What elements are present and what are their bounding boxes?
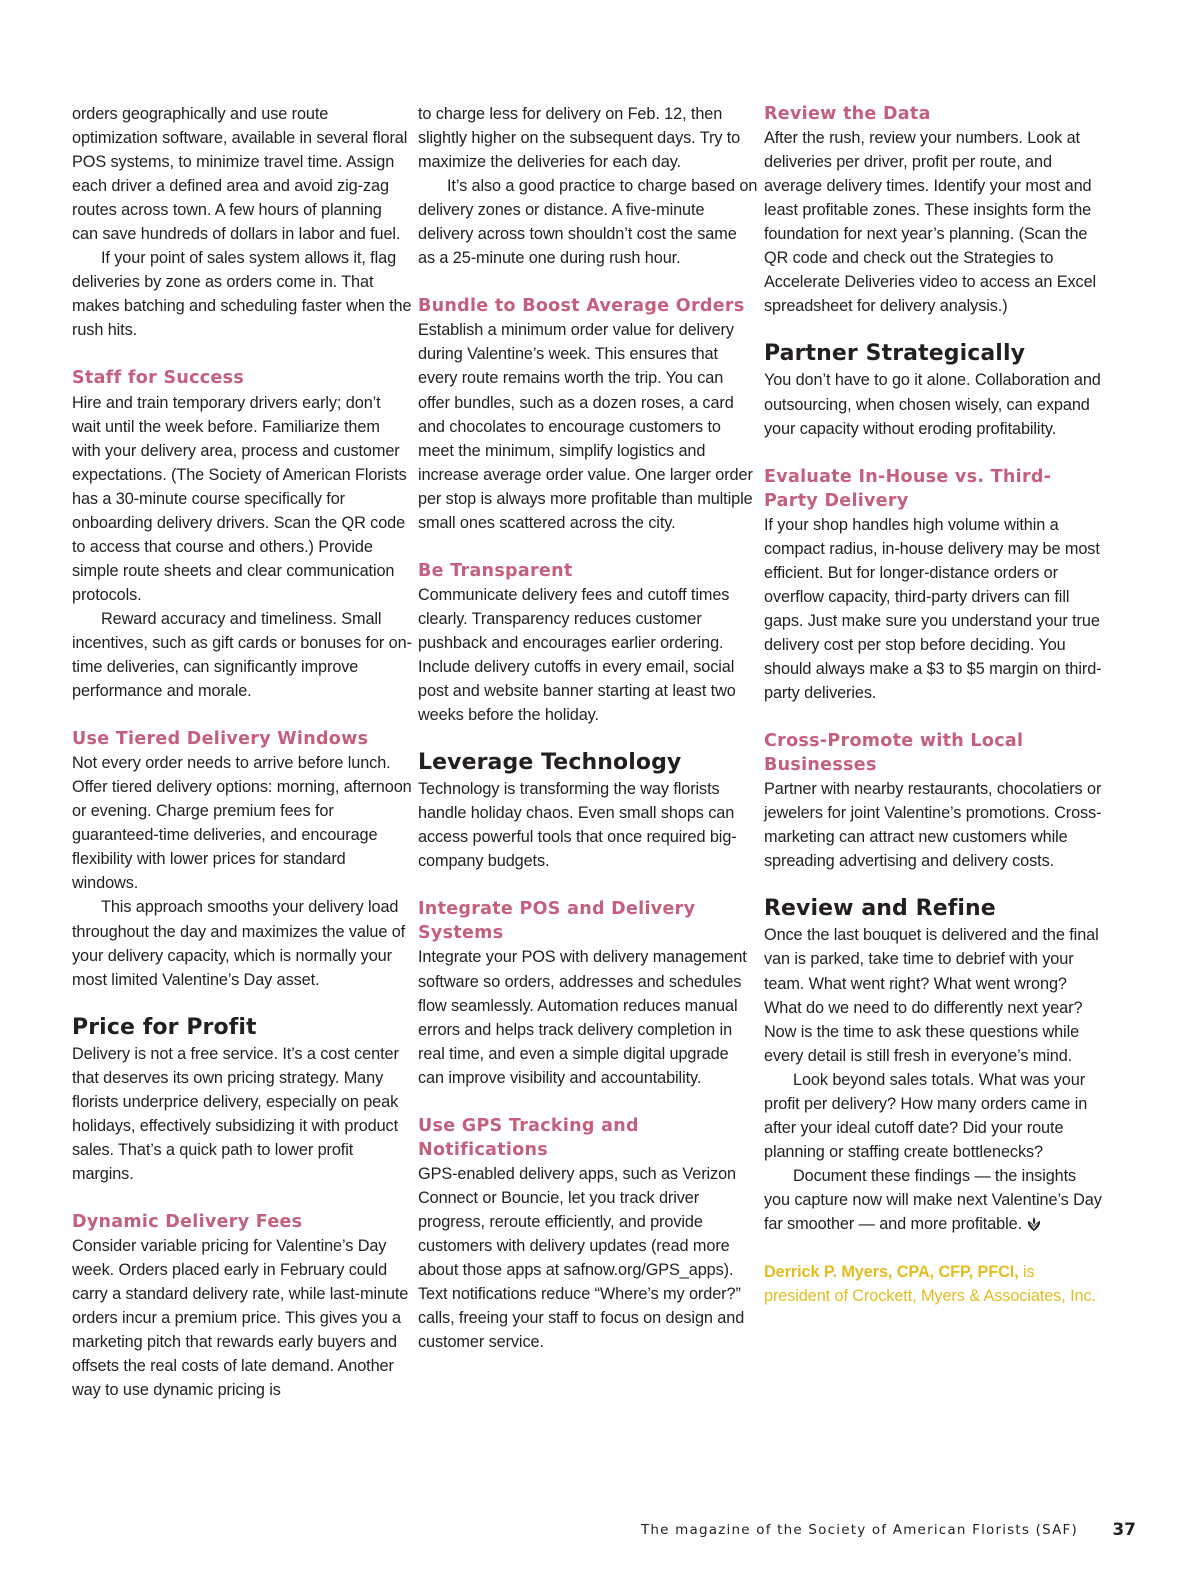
column-1 (72, 102, 412, 1402)
paragraph: You don’t have to go it alone. Collaboration and outsourcing, when chosen wisely, can expand your capacity without eroding profitability. (764, 371, 1101, 438)
paragraph-final (764, 1164, 1104, 1236)
subheading-review-data: Review the Data (764, 104, 931, 124)
paragraph: Communicate delivery fees and cutoff times clearly. Transparency reduces customer pushback and encourages earlier ordering. Include delivery cutoffs in every email, social post and website banner starting at least two weeks before the holiday. (418, 585, 736, 725)
section-heading-partner-strategically: Partner Strategically (764, 341, 1026, 367)
paragraph: Consider variable pricing for Valentine’s Day week. Orders placed early in February could carry a standard delivery rate, while last-minute orders incur a premium price. This gives you a marketing pitch that rewards early buyers and offsets the real costs of late demand. Another way to use dynamic pricing is (72, 1237, 409, 1400)
subheading-staff-for-success: Staff for Success (72, 368, 245, 389)
paragraph: After the rush, review your numbers. Look at deliveries per driver, profit per route, and average delivery times. Identify your most and least profitable zones. These insights form the foundation for next year’s planning. (Scan the QR code and check out the Strategies to Accelerate Deliveries video to access an Excel spreadsheet for delivery analysis.) (764, 129, 1097, 316)
paragraph: If your point of sales system allows it, flag deliveries by zone as orders come in. That makes batching and scheduling faster when the rush hits. (72, 249, 412, 340)
paragraph: Partner with nearby restaurants, chocolatiers or jewelers for joint Valentine’s promotions. Cross-marketing can attract new customers while spreading advertising and delivery costs. (764, 780, 1102, 871)
saf-end-mark-icon (1026, 1216, 1042, 1232)
subheading-bundle: Bundle to Boost Average Orders (418, 296, 745, 317)
paragraph: Technology is transforming the way florists handle holiday chaos. Even small shops can access powerful tools that once required big-company budgets. (418, 780, 737, 871)
subheading-tiered-delivery: Use Tiered Delivery Windows (72, 729, 369, 750)
paragraph-text: Document these findings — the insights you capture now will make next Valentine’s Day far smoother — and more profitable. (764, 1166, 1102, 1233)
paragraph: GPS-enabled delivery apps, such as Verizon Connect or Bouncie, let you track driver progress, reroute efficiently, and provide customers with delivery updates (read more about those apps at safnow.org/GPS_apps). Text notifications reduce “Where’s my order?” calls, freeing your staff to focus on design and customer service. (418, 1164, 745, 1352)
paragraph: Reward accuracy and timeliness. Small incentives, such as gift cards or bonuses for on-time deliveries, can significantly improve performance and morale. (72, 609, 412, 701)
subheading-integrate-pos: Integrate POS and Delivery Systems (418, 899, 696, 944)
author-name: Derrick P. Myers, CPA, CFP, PFCI, (764, 1263, 1019, 1282)
section-heading-review-and-refine: Review and Refine (764, 896, 996, 922)
paragraph: Delivery is not a free service. It’s a cost center that deserves its own pricing strategy. Many florists underprice delivery, especially on peak holidays, effectively subsidizing it with product sales. That’s a quick path to lower profit margins. (72, 1044, 399, 1183)
paragraph: It’s also a good practice to charge based on delivery zones or distance. A five-minute delivery across town shouldn’t cost the same as a 25-minute one during rush hour. (418, 177, 758, 268)
paragraph: to charge less for delivery on Feb. 12, then slightly higher on the subsequent days. Try to maximize the deliveries for each day. (418, 105, 741, 172)
subheading-evaluate-in-house: Evaluate In-House vs. Third-Party Delivery (764, 466, 1052, 511)
magazine-credit: The magazine of the Society of American Florists (SAF) (640, 1522, 1078, 1538)
section-heading-price-for-profit: Price for Profit (72, 1014, 257, 1040)
paragraph: Integrate your POS with delivery management software so orders, addresses and schedules flow seamlessly. Automation reduces manual errors and helps track delivery completion in real time, and even a simple digital upgrade can improve visibility and accountability. (418, 948, 747, 1087)
paragraph: Not every order needs to arrive before lunch. Offer tiered delivery options: morning, afternoon or evening. Charge premium fees for guaranteed-time deliveries, and encourage flexibility with lower prices for standard windows. (72, 754, 412, 893)
author-bio (764, 1260, 1104, 1308)
subheading-gps-tracking: Use GPS Tracking and Notifications (418, 1115, 639, 1160)
column-3 (764, 102, 1104, 1308)
subheading-dynamic-fees: Dynamic Delivery Fees (72, 1211, 303, 1232)
author-description: is president of Crockett, Myers & Associates, Inc. (764, 1263, 1096, 1306)
section-heading-leverage-technology: Leverage Technology (418, 750, 682, 776)
paragraph: If your shop handles high volume within a compact radius, in-house delivery may be most efficient. But for longer-distance orders or overflow capacity, third-party drivers can fill gaps. Just make sure you understand your true delivery cost per stop before deciding. You should always make a $3 to $5 margin on third-party deliveries. (764, 515, 1102, 703)
paragraph: Establish a minimum order value for delivery during Valentine’s week. This ensures that every route remains worth the trip. You can offer bundles, such as a dozen roses, a card and chocolates to encourage customers to meet the minimum, simplify logistics and increase average order value. One larger order per stop is always more profitable than multiple small ones scattered across the city. (418, 321, 753, 532)
paragraph: Once the last bouquet is delivered and the final van is parked, take time to debrief with your team. What went right? What went wrong? What do we need to do differently next year? Now is the time to ask these questions while every detail is still fresh in everyone’s mind. (764, 926, 1099, 1065)
page-number: 37 (1112, 1520, 1136, 1540)
paragraph: orders geographically and use route optimization software, available in several floral POS systems, to minimize travel time. Assign each driver a defined area and avoid zig-zag routes across town. A few hours of planning can save hundreds of dollars in labor and fuel. (72, 105, 408, 244)
page-footer (0, 1520, 1200, 1544)
paragraph: Look beyond sales totals. What was your profit per delivery? How many orders came in after your ideal cutoff date? Did your route planning or staffing create bottlenecks? (764, 1070, 1088, 1161)
subheading-cross-promote: Cross-Promote with Local Businesses (764, 731, 1024, 776)
subheading-be-transparent: Be Transparent (418, 560, 573, 581)
paragraph: This approach smooths your delivery load throughout the day and maximizes the value of your delivery capacity, which is normally your most limited Valentine’s Day asset. (72, 898, 406, 989)
column-2 (418, 102, 758, 1354)
paragraph: Hire and train temporary drivers early; don’t wait until the week before. Familiarize them with your delivery area, process and customer expectations. (The Society of American Florists has a 30-minute course specifically for onboarding delivery drivers. Scan the QR code to access that course and others.) Provide simple route sheets and clear communication protocols. (72, 393, 407, 604)
